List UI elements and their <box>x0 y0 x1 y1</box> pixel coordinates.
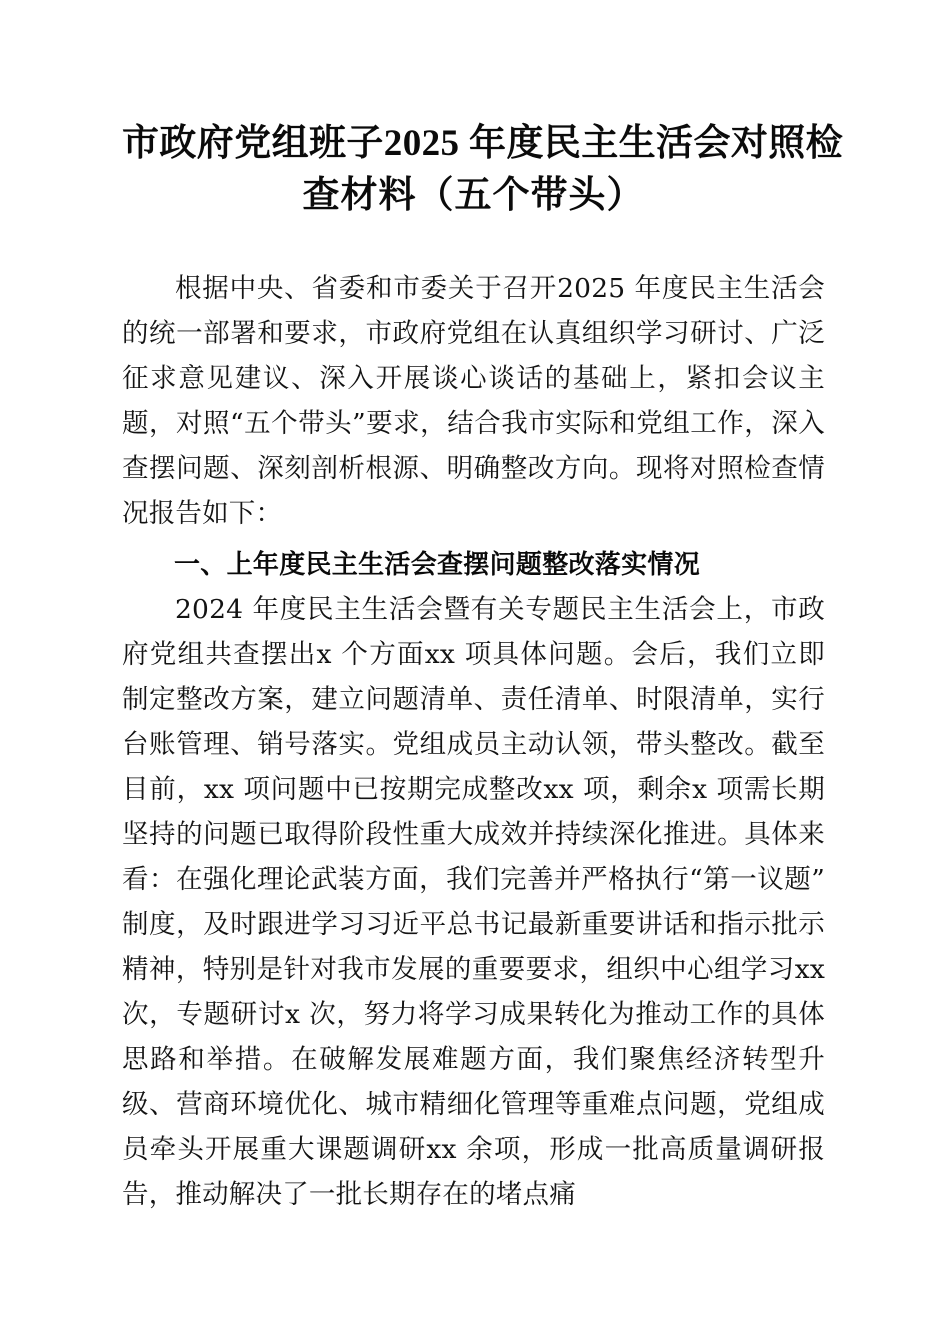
section-heading-1: 一、上年度民主生活会查摆问题整改落实情况 <box>174 549 701 579</box>
intro-paragraph: 根据中央、省委和市委关于召开2025 年度民主生活会的统一部署和要求，市政府党组在认真组织学习研讨、广泛征求意见建议、深入开展谈心谈话的基础上，紧扣会议主题，对照“五个带头”要求，结合我市实际和党组工作，深入查摆问题、深刻剖析根源、明确整改方向。现将对照检查情况报告如下： <box>122 273 825 529</box>
page-title-line-1: 市政府党组班子2025 年度民主生活会对照检 <box>122 123 844 164</box>
section-1-paragraph: 2024 年度民主生活会暨有关专题民主生活会上，市政府党组共查摆出x 个方面xx 项具体问题。会后，我们立即制定整改方案，建立问题清单、责任清单、时限清单，实行台账管理、销号落实。党组成员主动认领，带头整改。截至目前，xx 项问题中已按期完成整改xx 项，剩余x 项需长期坚持的问题已取得阶段性重大成效并持续深化推进。具体来看：在强化理论武装方面，我们完善并严格执行“第一议题”制度，及时跟进学习习近平总书记最新重要讲话和指示批示精神，特别是针对我市发展的重要要求，组织中心组学习xx 次，专题研讨x 次，努力将学习成果转化为推动工作的具体思路和举措。在破解发展难题方面，我们聚焦经济转型升级、营商环境优化、城市精细化管理等重难点问题，党组成员牵头开展重大课题调研xx 余项，形成一批高质量调研报告，推动解决了一批长期存在的堵点痛 <box>122 594 825 1210</box>
page-title-line-2: 查材料（五个带头） <box>302 175 645 216</box>
page-title <box>122 118 844 222</box>
